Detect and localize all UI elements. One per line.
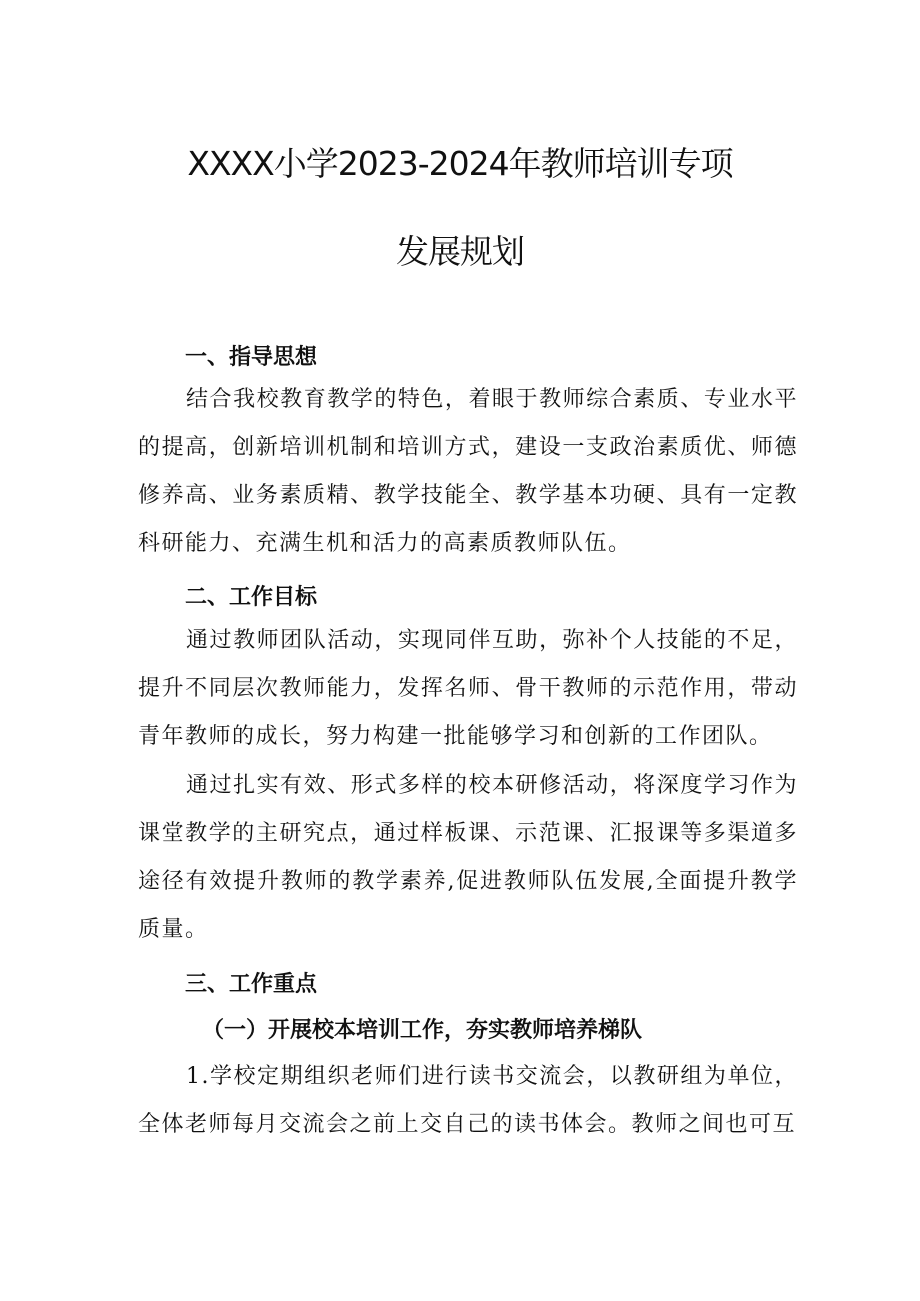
section-heading-work-goals: 二、工作目标	[185, 585, 318, 610]
section-heading-guiding-ideology: 一、指导思想	[185, 345, 318, 370]
paragraph-work-goals-2: 通过扎实有效、形式多样的校本研修活动，将深度学习作为课堂教学的主研究点，通过样板课、示范课、汇报课等多渠道多途径有效提升教师的教学素养,促进教师队伍发展,全面提升教学质量。	[138, 773, 798, 942]
document-title-line2: 发展规划	[396, 232, 524, 271]
subsection-heading-school-training: （一）开展校本培训工作，夯实教师培养梯队	[202, 1017, 643, 1043]
paragraph-guiding-ideology: 结合我校教育教学的特色，着眼于教师综合素质、专业水平的提高，创新培训机制和培训方式，建设一支政治素质优、师德修养高、业务素质精、教学技能全、教学基本功硬、具有一定教科研能力、充满生机和活力的高素质教师队伍。	[138, 387, 798, 556]
paragraph-work-goals-1: 通过教师团队活动，实现同伴互助，弥补个人技能的不足，提升不同层次教师能力，发挥名师、骨干教师的示范作用，带动青年教师的成长，努力构建一批能够学习和创新的工作团队。	[138, 628, 798, 749]
document-title-line1: XXXX小学2023-2024年教师培训专项	[187, 144, 733, 183]
section-heading-work-focus: 三、工作重点	[185, 972, 318, 997]
paragraph-work-focus-1: 1.学校定期组织老师们进行读书交流会，以教研组为单位，全体老师每月交流会之前上交自己的读书体会。教师之间也可互	[138, 1064, 798, 1137]
